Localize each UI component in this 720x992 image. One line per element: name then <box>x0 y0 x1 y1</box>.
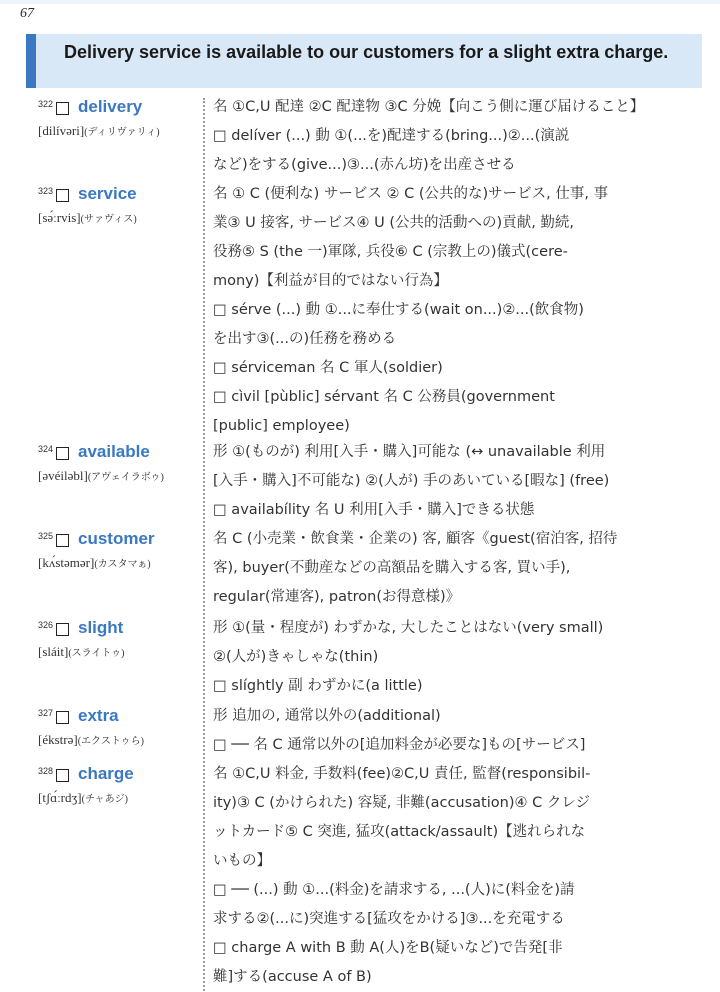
checkbox-icon[interactable] <box>56 534 69 547</box>
definition-line: 役務⑤ S (the 一)軍隊, 兵役⑥ C (宗教上の)儀式(cere- <box>213 244 568 260</box>
definition-line: [public] employee) <box>213 418 350 434</box>
checkbox-icon[interactable] <box>56 189 69 202</box>
definition-block <box>213 702 669 760</box>
checkbox-icon[interactable] <box>56 447 69 460</box>
banner-accent-bar <box>26 34 36 88</box>
pronunciation <box>38 644 124 660</box>
definition-line: □ cìvil [pùblic] sérvant 名 C 公務員(government <box>213 389 555 405</box>
definition-line: ity)③ C (かけられた) 容疑, 非難(accusation)④ C クレジ <box>213 795 590 811</box>
headword: service <box>78 184 137 203</box>
checkbox-icon[interactable] <box>56 769 69 782</box>
definition-block <box>213 614 669 701</box>
definition-block <box>213 180 669 441</box>
ipa: [tʃɑ́ːrdʒ] <box>38 790 82 805</box>
definition-line: 形 ①(量・程度が) わずかな, 大したことはない(very small) <box>213 620 604 636</box>
ipa: [sə́ːrvis] <box>38 210 81 225</box>
pronunciation <box>38 555 151 571</box>
page-number: 67 <box>20 6 34 21</box>
definition-block <box>213 760 669 992</box>
definition-line: 求する②(...に)突進する[猛攻をかける]③...を充電する <box>213 911 565 927</box>
definition-line: □ ── 名 C 通常以外の[追加料金が必要な]もの[サービス] <box>213 737 586 753</box>
definition-line: など)をする(give...)③...(赤ん坊)を出産させる <box>213 157 516 173</box>
definition-line: regular(常連客), patron(お得意様)》 <box>213 589 461 605</box>
example-sentence-banner <box>26 34 702 88</box>
katakana-reading: (スライトゥ) <box>68 648 125 659</box>
pronunciation <box>38 732 144 748</box>
katakana-reading: (エクストゥら) <box>77 736 145 747</box>
definition-line: □ sérviceman 名 C 軍人(soldier) <box>213 360 443 376</box>
entry-number: 324 <box>38 444 54 454</box>
definition-line: ②(人が)きゃしゃな(thin) <box>213 649 379 665</box>
pronunciation <box>38 468 164 484</box>
checkbox-icon[interactable] <box>56 102 69 115</box>
definition-line: □ ── (...) 動 ①...(料金)を請求する, ...(人)に(料金を)請 <box>213 882 575 898</box>
definition-line: □ slíghtly 副 わずかに(a little) <box>213 678 423 694</box>
column-divider <box>203 98 205 991</box>
pronunciation <box>38 123 160 139</box>
entry-number: 327 <box>38 708 54 718</box>
definition-block <box>213 525 669 612</box>
definition-line: □ delíver (...) 動 ①(...を)配達する(bring...)②...(演説 <box>213 128 570 144</box>
definition-line: 名 C (小売業・飲食業・企業の) 客, 顧客《guest(宿泊客, 招待 <box>213 531 618 547</box>
definition-block <box>213 438 669 525</box>
headword: delivery <box>78 97 143 116</box>
definition-line: □ sérve (...) 動 ①...に奉仕する(wait on...)②...(飲食物) <box>213 302 584 318</box>
entry-number: 323 <box>38 186 54 196</box>
definition-block <box>213 93 669 180</box>
definition-line: mony)【利益が目的ではない行為】 <box>213 273 448 289</box>
definition-line: 名 ①C,U 配達 ②C 配達物 ③C 分娩【向こう側に運び届けること】 <box>213 99 645 115</box>
definition-line: 名 ① C (便利な) サービス ② C (公共的な)サービス, 仕事, 事 <box>213 186 609 202</box>
entry-number: 322 <box>38 99 54 109</box>
pronunciation <box>38 210 137 226</box>
entry-number: 326 <box>38 620 54 630</box>
ipa: [əvéiləbl] <box>38 468 88 483</box>
headword: slight <box>78 618 124 637</box>
checkbox-icon[interactable] <box>56 623 69 636</box>
katakana-reading: (アヴェイラボゥ) <box>87 472 164 483</box>
example-sentence: Delivery service is available to our customers for a slight extra charge. <box>64 42 669 62</box>
ipa: [kʌ́stəmər] <box>38 555 95 570</box>
ipa: [dilívəri] <box>38 123 85 138</box>
entry-number: 328 <box>38 766 54 776</box>
headword: charge <box>78 764 134 783</box>
definition-line: 業③ U 接客, サービス④ U (公共的活動への)貢献, 勤続, <box>213 215 575 231</box>
definition-line: を出す③(...の)任務を務める <box>213 331 397 347</box>
top-margin-strip <box>0 0 720 4</box>
definition-line: 客), buyer(不動産などの高額品を購入する客, 買い手), <box>213 560 571 576</box>
entry-number: 325 <box>38 531 54 541</box>
pronunciation <box>38 790 128 806</box>
katakana-reading: (チャあジ) <box>81 794 128 805</box>
checkbox-icon[interactable] <box>56 711 69 724</box>
katakana-reading: (サァヴィス) <box>80 214 137 225</box>
ipa: [ékstrə] <box>38 732 78 747</box>
definition-line: 形 追加の, 通常以外の(additional) <box>213 708 441 724</box>
ipa: [sláit] <box>38 644 69 659</box>
definition-line: ットカード⑤ C 突進, 猛攻(attack/assault)【逃れられな <box>213 824 586 840</box>
definition-line: 名 ①C,U 料金, 手数料(fee)②C,U 責任, 監督(responsibil- <box>213 766 591 782</box>
definition-line: 形 ①(ものが) 利用[入手・購入]可能な (↔ unavailable 利用 <box>213 444 606 460</box>
headword: extra <box>78 706 119 725</box>
definition-line: いもの】 <box>213 853 271 869</box>
definition-line: 難]する(accuse A of B) <box>213 969 372 985</box>
katakana-reading: (カスタマぁ) <box>94 559 151 570</box>
definition-line: □ charge A with B 動 A(人)をB(疑いなど)で告発[非 <box>213 940 563 956</box>
katakana-reading: (ディリヴァリィ) <box>84 127 160 138</box>
headword: customer <box>78 529 155 548</box>
headword: available <box>78 442 150 461</box>
definition-line: □ availabílity 名 U 利用[入手・購入]できる状態 <box>213 502 535 518</box>
definition-line: [入手・購入]不可能な) ②(人が) 手のあいている[暇な] (free) <box>213 473 610 489</box>
